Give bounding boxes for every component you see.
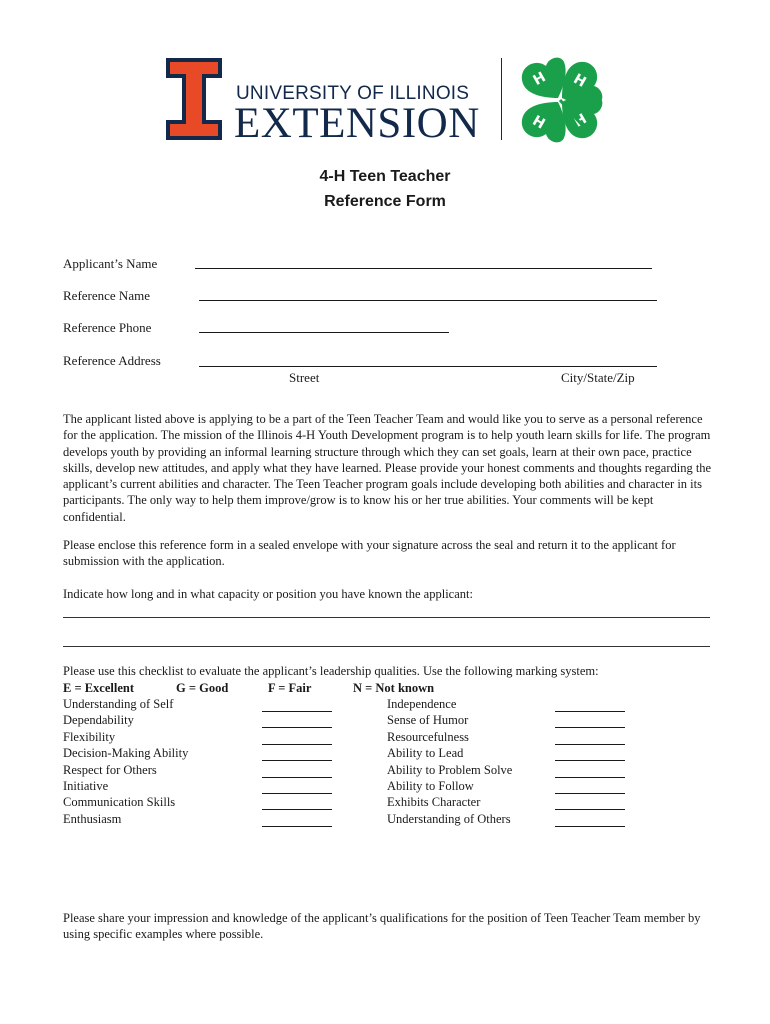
- checklist-item-left: Dependability: [63, 713, 134, 727]
- applicant-name-label: Applicant’s Name: [63, 256, 158, 271]
- checklist-item-left: Understanding of Self: [63, 697, 174, 711]
- how-long-prompt: Indicate how long and in what capacity or position you have known the applicant:: [63, 587, 473, 601]
- rating-blank-left[interactable]: [262, 711, 332, 712]
- checklist-item-right: Understanding of Others: [387, 812, 511, 826]
- how-long-answer-line-2[interactable]: [63, 646, 710, 647]
- reference-name-label: Reference Name: [63, 288, 150, 303]
- checklist-item-left: Initiative: [63, 779, 109, 793]
- checklist-item-left: Communication Skills: [63, 795, 176, 809]
- checklist-instructions: Please use this checklist to evaluate the applicant’s leadership qualities. Use the following marking system:: [63, 664, 599, 678]
- reference-phone-line[interactable]: [199, 332, 449, 333]
- rating-blank-left[interactable]: [262, 760, 332, 761]
- clover-h-4: H: [571, 110, 590, 131]
- university-name: UNIVERSITY OF ILLINOIS: [236, 83, 470, 104]
- rating-blank-left[interactable]: [262, 727, 332, 728]
- rating-blank-left[interactable]: [262, 826, 332, 827]
- legend-not-known: N = Not known: [353, 681, 435, 695]
- legend-fair: F = Fair: [268, 681, 312, 695]
- rating-blank-right[interactable]: [555, 793, 625, 794]
- checklist-item-left: Enthusiasm: [63, 812, 122, 826]
- street-sublabel: Street: [289, 370, 320, 385]
- applicant-name-line[interactable]: [195, 268, 652, 269]
- reference-address-line[interactable]: [199, 366, 657, 367]
- rating-blank-left[interactable]: [262, 809, 332, 810]
- form-title: 4-H Teen Teacher: [319, 168, 451, 185]
- rating-blank-right[interactable]: [555, 809, 625, 810]
- 4h-clover-logo: [512, 54, 608, 144]
- checklist-item-left: Respect for Others: [63, 763, 157, 777]
- checklist-item-right: Exhibits Character: [387, 795, 481, 809]
- rating-blank-right[interactable]: [555, 777, 625, 778]
- form-subtitle: Reference Form: [324, 193, 446, 210]
- rating-blank-right[interactable]: [555, 760, 625, 761]
- legend-excellent: E = Excellent: [63, 681, 135, 695]
- rating-blank-left[interactable]: [262, 777, 332, 778]
- enclose-instructions: Please enclose this reference form in a sealed envelope with your signature across the seal and return it to the applicant for submission with the application.: [63, 538, 676, 569]
- checklist-item-right: Sense of Humor: [387, 713, 469, 727]
- reference-address-label: Reference Address: [63, 353, 161, 368]
- reference-phone-label: Reference Phone: [63, 320, 152, 335]
- how-long-answer-line-1[interactable]: [63, 617, 710, 618]
- checklist-item-right: Ability to Lead: [387, 746, 464, 760]
- city-state-zip-sublabel: City/State/Zip: [561, 370, 635, 385]
- rating-blank-right[interactable]: [555, 744, 625, 745]
- rating-blank-right[interactable]: [555, 727, 625, 728]
- checklist-item-right: Resourcefulness: [387, 730, 469, 744]
- rating-blank-right[interactable]: [555, 711, 625, 712]
- checklist-item-left: Decision-Making Ability: [63, 746, 189, 760]
- rating-blank-left[interactable]: [262, 793, 332, 794]
- checklist-item-right: Ability to Follow: [387, 779, 474, 793]
- legend-good: G = Good: [176, 681, 229, 695]
- reference-name-line[interactable]: [199, 300, 657, 301]
- illinois-block-i-logo: [166, 58, 222, 140]
- rating-blank-right[interactable]: [555, 826, 625, 827]
- closing-prompt: Please share your impression and knowledge of the applicant’s qualifications for the position of Teen Teacher Team member by using specific examples where possible.: [63, 911, 701, 942]
- checklist-item-right: Independence: [387, 697, 457, 711]
- intro-paragraph: The applicant listed above is applying to be a part of the Teen Teacher Team and would like you to serve as a personal reference for the application. The mission of the Illinois 4-H Youth Development program is to help youth learn skills for life. The program develops youth by providing an informal learning structure through which they can set goals, learn at their own pace, practice skills, develop new attitudes, and apply what they have learned. Please provide your honest comments and thoughts regarding the applicant’s current abilities and character. The Teen Teacher program goals include developing both abilities and character in its participants. The only way to help them improve/grow is to know his or her true abilities. Your comments will be kept confidential.: [63, 412, 712, 524]
- extension-wordmark: EXTENSION: [234, 100, 480, 147]
- rating-blank-left[interactable]: [262, 744, 332, 745]
- clover-h-2: H: [570, 71, 589, 91]
- clover-h-1: H: [530, 69, 549, 89]
- checklist-item-right: Ability to Problem Solve: [387, 763, 513, 777]
- checklist-item-left: Flexibility: [63, 730, 116, 744]
- logo-divider: [501, 58, 502, 140]
- clover-h-3: H: [529, 112, 548, 133]
